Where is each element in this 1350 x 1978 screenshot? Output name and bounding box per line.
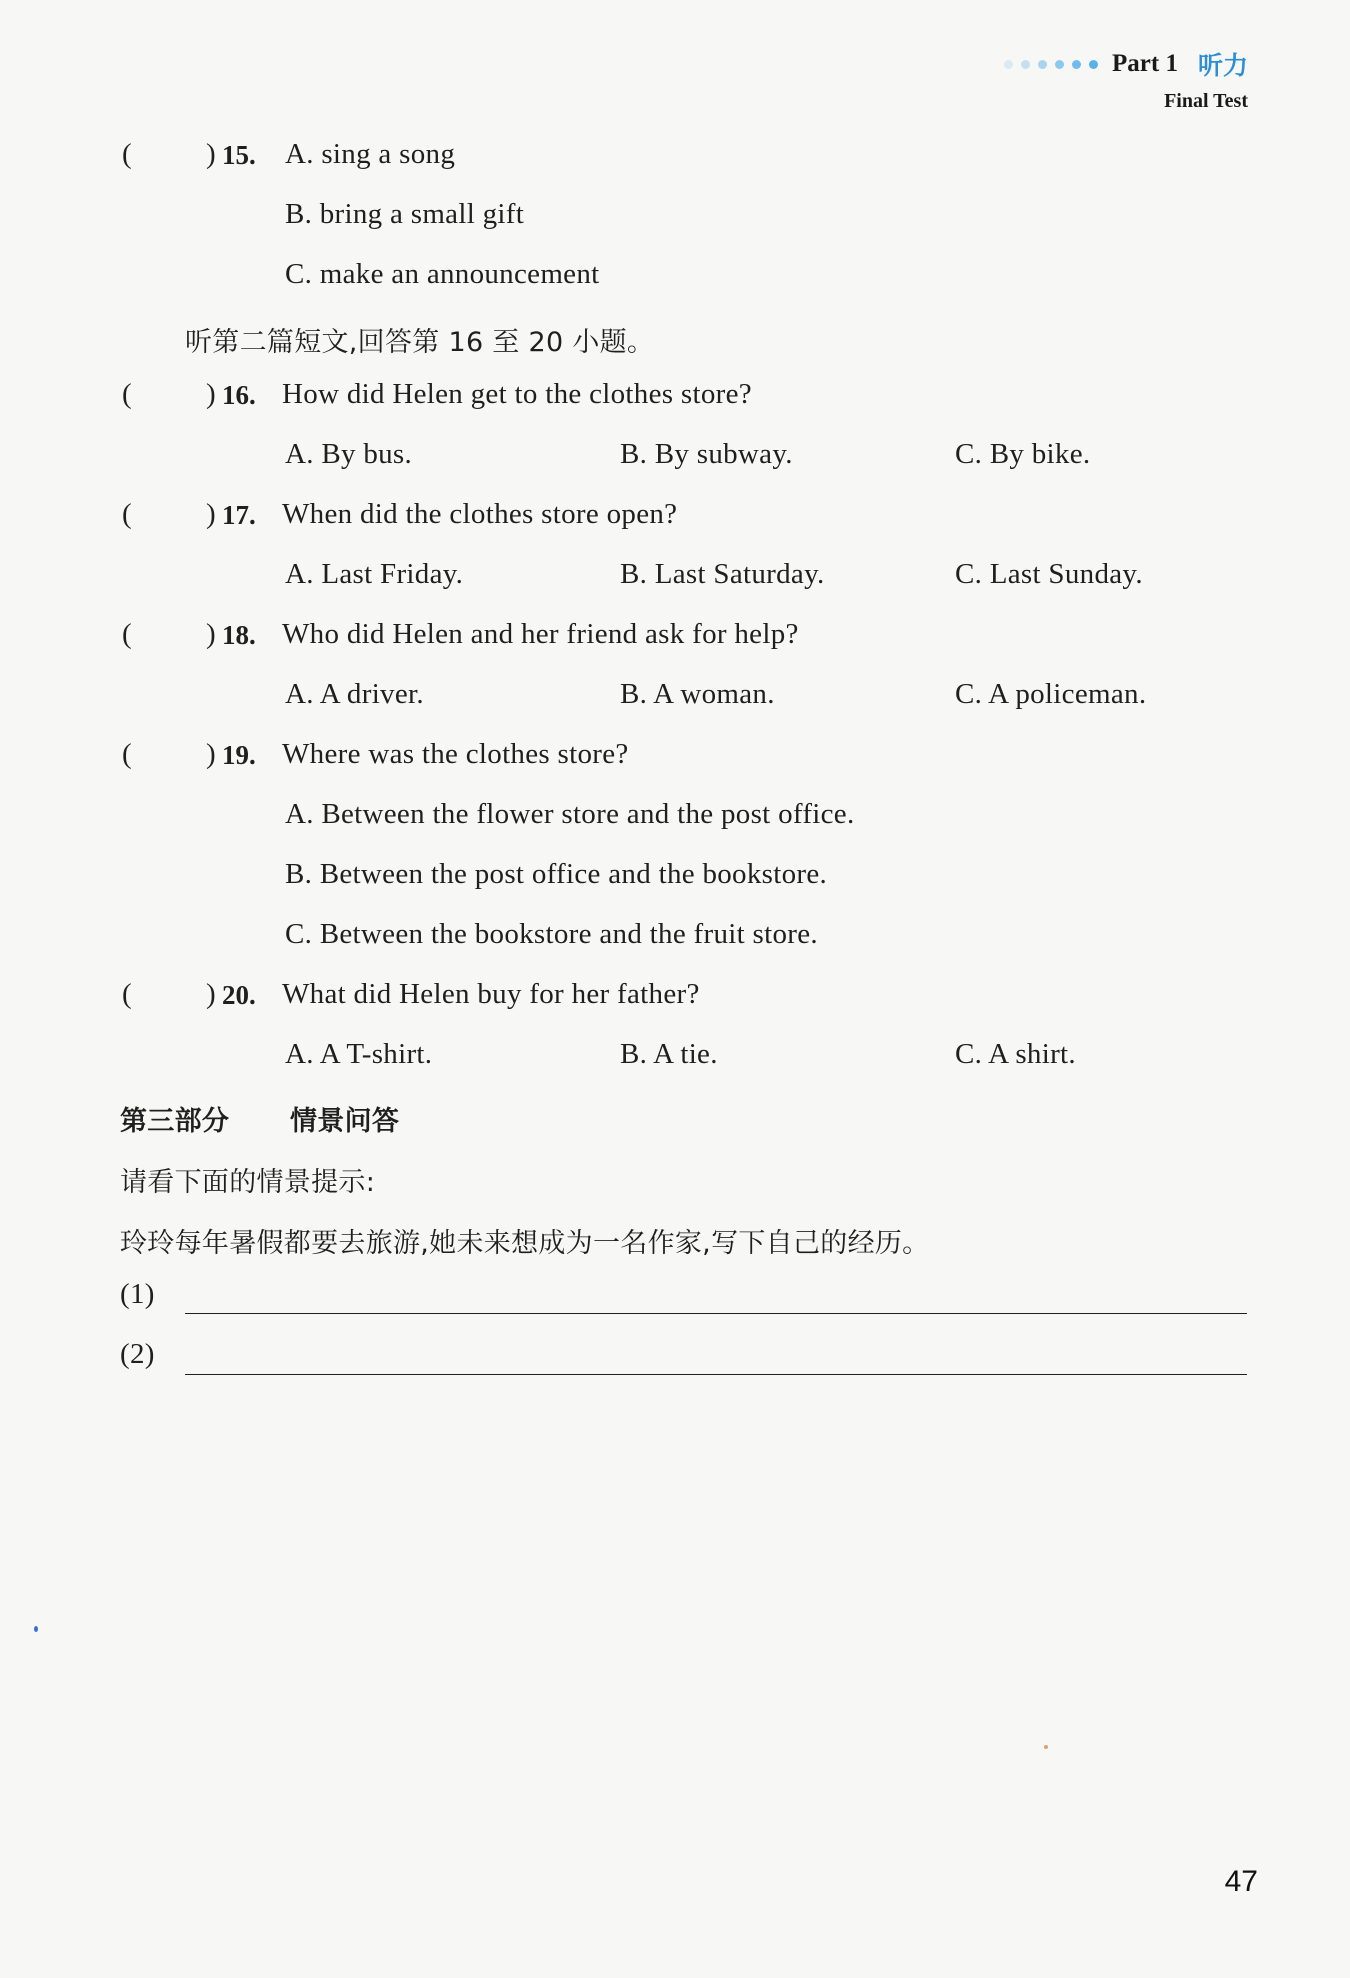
- question-number: 19.: [222, 740, 256, 770]
- question-number: 18.: [222, 620, 256, 650]
- question-number: 17.: [222, 500, 256, 530]
- dot-icon: [1072, 60, 1081, 69]
- prompt-label: 请看下面的情景提示:: [120, 1167, 376, 1198]
- answer-paren-open: (: [122, 618, 132, 650]
- part-cn-label: 听力: [1197, 51, 1248, 80]
- option-a: A. A driver.: [285, 678, 424, 710]
- question-number: 20.: [222, 980, 256, 1010]
- question-stem: Who did Helen and her friend ask for help?: [282, 618, 799, 650]
- answer-paren-open: (: [122, 498, 132, 530]
- question-number: 16.: [222, 380, 256, 410]
- question-stem: When did the clothes store open?: [282, 498, 678, 530]
- scan-speck: [1044, 1745, 1048, 1749]
- section-title: 第三部分: [120, 1106, 230, 1137]
- page-header: [1004, 46, 1248, 113]
- scan-speck: [34, 1626, 38, 1632]
- option-c: C. Last Sunday.: [955, 558, 1143, 590]
- blank-label: (1): [120, 1278, 155, 1310]
- option-b: B. bring a small gift: [285, 198, 525, 230]
- answer-paren-close: ): [206, 738, 216, 770]
- option-b: B. A tie.: [620, 1038, 718, 1070]
- option-a: A. By bus.: [285, 438, 413, 470]
- question-number: 15.: [222, 140, 256, 170]
- question-stem: What did Helen buy for her father?: [282, 978, 700, 1010]
- question-stem: Where was the clothes store?: [282, 738, 629, 770]
- header-dots: [1004, 60, 1098, 69]
- answer-blank-1[interactable]: [185, 1313, 1247, 1314]
- option-b: B. Between the post office and the bookstore.: [285, 858, 828, 890]
- answer-paren-close: ): [206, 618, 216, 650]
- option-a: A. Last Friday.: [285, 558, 464, 590]
- option-a: A. sing a song: [285, 138, 456, 170]
- dot-icon: [1055, 60, 1064, 69]
- page-number: 47: [1224, 1865, 1258, 1898]
- answer-paren-close: ): [206, 498, 216, 530]
- answer-paren-open: (: [122, 378, 132, 410]
- option-b: B. A woman.: [620, 678, 775, 710]
- dot-icon: [1038, 60, 1047, 69]
- option-b: B. Last Saturday.: [620, 558, 825, 590]
- option-c: C. A shirt.: [955, 1038, 1076, 1070]
- header-subtitle: Final Test: [1164, 90, 1248, 112]
- section-subtitle: 情景问答: [290, 1106, 400, 1137]
- passage-instruction: 听第二篇短文,回答第 16 至 20 小题。: [185, 327, 655, 358]
- part-label: Part 1: [1112, 50, 1178, 77]
- option-c: C. A policeman.: [955, 678, 1147, 710]
- answer-paren-close: ): [206, 378, 216, 410]
- dot-icon: [1089, 60, 1098, 69]
- dot-icon: [1004, 60, 1013, 69]
- option-a: A. A T-shirt.: [285, 1038, 433, 1070]
- answer-paren-close: ): [206, 138, 216, 170]
- scenario-text: 玲玲每年暑假都要去旅游,她未来想成为一名作家,写下自己的经历。: [120, 1228, 930, 1259]
- question-stem: How did Helen get to the clothes store?: [282, 378, 752, 410]
- option-c: C. make an announcement: [285, 258, 600, 290]
- option-b: B. By subway.: [620, 438, 793, 470]
- option-a: A. Between the flower store and the post office.: [285, 798, 855, 830]
- option-c: C. By bike.: [955, 438, 1091, 470]
- answer-paren-open: (: [122, 138, 132, 170]
- answer-paren-open: (: [122, 738, 132, 770]
- answer-blank-2[interactable]: [185, 1374, 1247, 1375]
- dot-icon: [1021, 60, 1030, 69]
- answer-paren-close: ): [206, 978, 216, 1010]
- option-c: C. Between the bookstore and the fruit store.: [285, 918, 818, 950]
- blank-label: (2): [120, 1338, 155, 1370]
- answer-paren-open: (: [122, 978, 132, 1010]
